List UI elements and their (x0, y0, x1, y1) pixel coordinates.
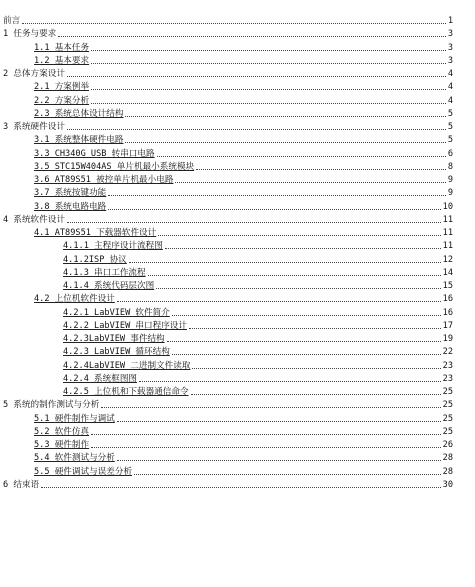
dot-leader (158, 235, 440, 236)
dot-leader (192, 368, 440, 369)
toc-entry[interactable] (0, 465, 475, 478)
toc-entry[interactable] (0, 359, 475, 372)
toc-entry[interactable] (0, 133, 475, 146)
dot-leader (191, 394, 441, 395)
toc-entry-title: 4.1.3 串口工作流程 (63, 267, 146, 278)
toc-entry-page-number: 28 (442, 453, 453, 464)
toc-entry-page-number: 25 (442, 400, 453, 411)
toc-entry[interactable] (0, 147, 475, 160)
dot-leader (172, 315, 441, 316)
toc-entry-title: 3.1 系统整体硬件电路 (34, 135, 124, 146)
toc-entry-title: 4.1.1 主程序设计流程图 (63, 241, 163, 252)
toc-entry-title: 5 系统的制作测试与分析 (3, 400, 100, 411)
toc-entry-page-number: 25 (442, 413, 453, 424)
toc-entry-page-number: 12 (442, 254, 453, 265)
dot-leader (91, 434, 441, 435)
toc-entry-page-number: 6 (447, 148, 453, 159)
dot-leader (108, 209, 440, 210)
dot-leader (67, 129, 446, 130)
toc-entry-page-number: 3 (447, 55, 453, 66)
toc-entry[interactable] (0, 226, 475, 239)
toc-entry-title: 5.1 硬件制作与调试 (34, 413, 115, 424)
toc-entry-page-number: 11 (442, 241, 453, 252)
toc-entry-title: 4.1 AT89S51 下载器软件设计 (34, 228, 157, 238)
toc-entry-title: 2.3 系统总体设计结构 (34, 108, 124, 119)
dot-leader (125, 142, 445, 143)
toc-entry-page-number: 23 (442, 360, 453, 371)
toc-entry-title: 前言 (3, 16, 21, 26)
dot-leader (91, 447, 441, 448)
toc-entry-page-number: 5 (447, 108, 453, 119)
toc-entry[interactable] (0, 14, 475, 27)
dot-leader (67, 222, 441, 223)
toc-entry[interactable] (0, 332, 475, 345)
dot-leader (156, 288, 440, 289)
toc-entry[interactable] (0, 398, 475, 411)
dot-leader (101, 407, 440, 408)
toc-entry-title: 4.2 上位机软件设计 (34, 294, 115, 305)
toc-entry-page-number: 5 (447, 122, 453, 132)
toc-entry-page-number: 28 (442, 466, 453, 477)
toc-entry[interactable] (0, 41, 475, 54)
dot-leader (58, 36, 445, 37)
toc-entry-title: 2.2 方案分析 (34, 95, 90, 106)
toc-entry-title: 4.2.4LabVIEW 二进制文件读取 (63, 360, 191, 371)
toc-entry[interactable] (0, 213, 475, 226)
toc-entry-page-number: 11 (442, 228, 453, 238)
dot-leader (129, 262, 441, 263)
toc-entry-page-number: 9 (447, 188, 453, 199)
toc-entry[interactable] (0, 120, 475, 133)
toc-entry-title: 3.6 AT89S51 被控单片机最小电路 (34, 175, 174, 185)
toc-entry-title: 1.1 基本任务 (34, 42, 90, 53)
toc-entry-page-number: 25 (442, 426, 453, 437)
toc-entry-page-number: 15 (442, 281, 453, 291)
toc-entry[interactable] (0, 94, 475, 107)
dot-leader (125, 116, 445, 117)
dot-leader (165, 248, 441, 249)
dot-leader (108, 195, 446, 196)
dot-leader (167, 341, 441, 342)
toc-entry-page-number: 4 (447, 95, 453, 106)
dot-leader (91, 63, 446, 64)
toc-entry-title: 6 结束语 (3, 479, 40, 490)
toc-entry[interactable] (0, 67, 475, 80)
toc-entry-page-number: 17 (442, 320, 453, 331)
toc-entry-title: 4.1.2ISP 协议 (63, 254, 127, 265)
toc-entry-title: 3.7 系统按键功能 (34, 188, 107, 199)
toc-entry[interactable] (0, 239, 475, 252)
toc-entry-page-number: 16 (442, 294, 453, 305)
dot-leader (196, 169, 446, 170)
toc-entry-title: 4.2.3LabVIEW 事件结构 (63, 334, 165, 344)
dot-leader (139, 381, 441, 382)
toc-entry-title: 5.4 软件测试与分析 (34, 453, 115, 464)
toc-entry-title: 2.1 方案例举 (34, 82, 90, 93)
toc-entry[interactable] (0, 425, 475, 438)
toc-entry-page-number: 9 (447, 175, 453, 185)
dot-leader (117, 460, 441, 461)
toc-entry[interactable] (0, 266, 475, 279)
toc-entry-title: 4 系统软件设计 (3, 214, 65, 225)
dot-leader (22, 23, 446, 24)
toc-entry[interactable] (0, 319, 475, 332)
toc-entry-page-number: 8 (447, 161, 453, 172)
dot-leader (148, 275, 441, 276)
toc-entry[interactable] (0, 372, 475, 385)
toc-entry[interactable] (0, 306, 475, 319)
toc-entry-title: 4.2.2 LabVIEW 串口程序设计 (63, 320, 187, 331)
toc-entry-title: 3.8 系统电路电路 (34, 201, 107, 212)
toc-entry-title: 5.3 硬件制作 (34, 440, 90, 450)
dot-leader (67, 76, 446, 77)
toc-entry-title: 4.2.1 LabVIEW 软件简介 (63, 307, 170, 318)
toc-entry-title: 3.3 CH340G USB 转串口电路 (34, 148, 155, 159)
toc-entry-page-number: 4 (447, 69, 453, 79)
toc-entry-title: 5.5 硬件调试与误差分析 (34, 466, 133, 477)
toc-entry[interactable] (0, 107, 475, 120)
dot-leader (157, 156, 446, 157)
toc-entry[interactable] (0, 54, 475, 67)
toc-entry-title: 3 系统硬件设计 (3, 122, 65, 132)
toc-entry-title: 1 任务与要求 (3, 29, 57, 40)
toc-entry[interactable] (0, 27, 475, 40)
dot-leader (91, 103, 446, 104)
toc-entry[interactable] (0, 292, 475, 305)
toc-entry-title: 2 总体方案设计 (3, 69, 65, 79)
dot-leader (134, 474, 441, 475)
toc-entry[interactable] (0, 438, 475, 451)
toc-entry[interactable] (0, 200, 475, 213)
dot-leader (172, 354, 441, 355)
toc-entry-title: 4.2.3 LabVIEW 循环结构 (63, 347, 170, 358)
toc-entry-page-number: 3 (447, 42, 453, 53)
toc-entry[interactable] (0, 345, 475, 358)
toc-entry[interactable] (0, 279, 475, 292)
dot-leader (117, 421, 441, 422)
toc-entry-page-number: 23 (442, 373, 453, 384)
dot-leader (175, 182, 445, 183)
dot-leader (91, 89, 446, 90)
toc-entry[interactable] (0, 173, 475, 186)
toc-entry-page-number: 5 (447, 135, 453, 146)
toc-entry-title: 4.2.5 上位机和下载器通信命令 (63, 387, 189, 397)
toc-entry[interactable] (0, 412, 475, 425)
toc-entry-page-number: 11 (442, 214, 453, 225)
toc-entry[interactable] (0, 478, 475, 491)
toc-entry-page-number: 26 (442, 440, 453, 450)
toc-entry[interactable] (0, 160, 475, 173)
toc-entry-title: 4.2.4 系统框图图 (63, 373, 138, 384)
toc-entry-page-number: 1 (447, 16, 453, 26)
toc-entry-page-number: 30 (442, 479, 453, 490)
toc-entry-page-number: 3 (447, 29, 453, 40)
toc-entry-title: 1.2 基本要求 (34, 55, 90, 66)
toc-entry[interactable] (0, 186, 475, 199)
toc-entry-page-number: 22 (442, 347, 453, 358)
toc-entry-title: 3.5 STC15W404AS 单片机最小系统模块 (34, 161, 195, 172)
toc-entry[interactable] (0, 385, 475, 398)
toc-entry-title: 5.2 软件仿真 (34, 426, 90, 437)
toc-entry-page-number: 4 (447, 82, 453, 93)
toc-entry-page-number: 25 (442, 387, 453, 397)
toc-entry-page-number: 16 (442, 307, 453, 318)
toc-entry-page-number: 10 (442, 201, 453, 212)
toc-entry[interactable] (0, 451, 475, 464)
toc-entry[interactable] (0, 253, 475, 266)
toc-entry-page-number: 14 (442, 267, 453, 278)
dot-leader (41, 487, 441, 488)
dot-leader (117, 301, 441, 302)
dot-leader (189, 328, 441, 329)
toc-entry[interactable] (0, 80, 475, 93)
toc-entry-title: 4.1.4 系统代码层次图 (63, 281, 155, 291)
toc-entry-page-number: 19 (442, 334, 453, 344)
dot-leader (91, 50, 446, 51)
